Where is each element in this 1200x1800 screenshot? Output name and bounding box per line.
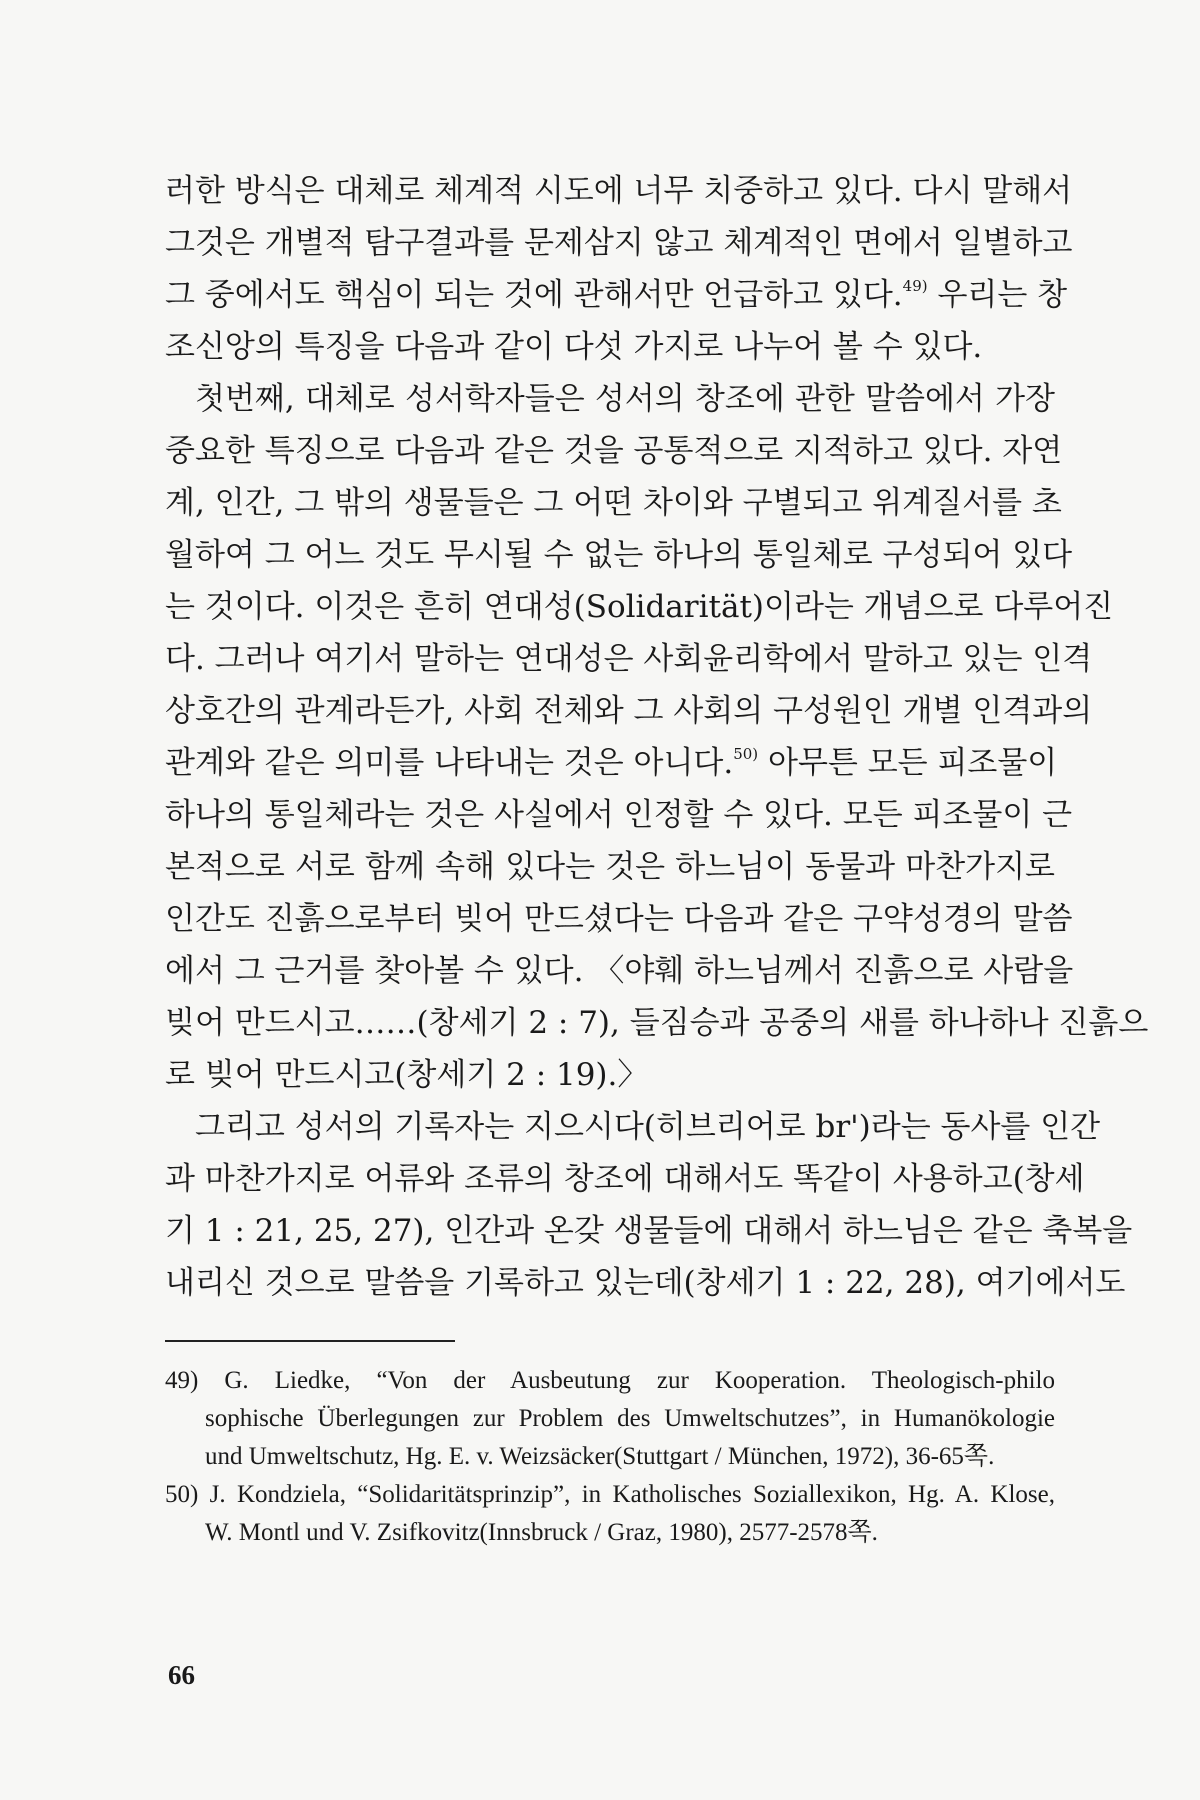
text-line: 러한 방식은 대체로 체계적 시도에 너무 치중하고 있다. 다시 말해서 (165, 173, 1073, 209)
text-line (165, 737, 1058, 789)
text-line: 다. 그러나 여기서 말하는 연대성은 사회윤리학에서 말하고 있는 인격 (165, 641, 1093, 677)
text-line: 하나의 통일체라는 것은 사실에서 인정할 수 있다. 모든 피조물이 근 (165, 797, 1073, 833)
text-line: 과 마찬가지로 어류와 조류의 창조에 대해서도 똑같이 사용하고(창세 (165, 1161, 1085, 1197)
text-line (165, 269, 1068, 321)
text-segment: 아무튼 모든 피조물이 (758, 745, 1058, 781)
text-line: 그리고 성서의 기록자는 지으시다(히브리어로 br')라는 동사를 인간 (195, 1109, 1101, 1145)
footnote-50-line: W. Montl und V. Zsifkovitz(Innsbruck / Graz, 1980), 2577-2578쪽. (205, 1519, 878, 1546)
footnote-divider (165, 1340, 455, 1342)
text-line: 기 1 : 21, 25, 27), 인간과 온갖 생물들에 대해서 하느님은 같은 축복을 (165, 1213, 1133, 1249)
text-line: 인간도 진흙으로부터 빚어 만드셨다는 다음과 같은 구약성경의 말씀 (165, 901, 1073, 937)
text-line: 상호간의 관계라든가, 사회 전체와 그 사회의 구성원인 개별 인격과의 (165, 693, 1093, 729)
page-number: 66 (168, 1660, 195, 1690)
main-text (165, 165, 1149, 1309)
footnote-50-line: 50) J. Kondziela, “Solidaritätsprinzip”, in Katholisches Soziallexikon, Hg. A. Klose, (165, 1481, 1055, 1508)
text-line: 첫번째, 대체로 성서학자들은 성서의 창조에 관한 말씀에서 가장 (195, 381, 1055, 417)
footnote-49-line: sophische Überlegungen zur Problem des Umweltschutzes”, in Humanökologie (205, 1405, 1055, 1432)
footnote-49-line: und Umweltschutz, Hg. E. v. Weizsäcker(Stuttgart / München, 1972), 36-65쪽. (205, 1443, 995, 1470)
text-line: 본적으로 서로 함께 속해 있다는 것은 하느님이 동물과 마찬가지로 (165, 849, 1055, 885)
footnote-ref-50[interactable]: 50) (733, 745, 759, 763)
text-line: 에서 그 근거를 찾아볼 수 있다. 〈야훼 하느님께서 진흙으로 사람을 (165, 953, 1074, 989)
text-line: 조신앙의 특징을 다음과 같이 다섯 가지로 나누어 볼 수 있다. (165, 329, 983, 365)
text-line: 월하여 그 어느 것도 무시될 수 없는 하나의 통일체로 구성되어 있다 (165, 537, 1073, 573)
text-line: 내리신 것으로 말씀을 기록하고 있는데(창세기 1 : 22, 28), 여기에서도 (165, 1265, 1126, 1301)
text-line: 빚어 만드시고……(창세기 2 : 7), 들짐승과 공중의 새를 하나하나 진흙으 (165, 1005, 1149, 1041)
text-line: 는 것이다. 이것은 흔히 연대성(Solidarität)이라는 개념으로 다루어진 (165, 589, 1114, 625)
footnote-ref-49[interactable]: 49) (902, 277, 928, 295)
text-segment: 관계와 같은 의미를 나타내는 것은 아니다. (165, 745, 734, 781)
text-line: 중요한 특징으로 다음과 같은 것을 공통적으로 지적하고 있다. 자연 (165, 433, 1063, 469)
footnote-49-line: 49) G. Liedke, “Von der Ausbeutung zur Kooperation. Theologisch-philo (165, 1367, 1055, 1394)
footnotes (165, 1362, 1055, 1552)
text-segment: 그 중에서도 핵심이 되는 것에 관해서만 언급하고 있다. (165, 277, 903, 313)
text-segment: 우리는 창 (927, 277, 1068, 313)
text-line: 로 빚어 만드시고(창세기 2 : 19).〉 (165, 1057, 649, 1093)
text-line: 그것은 개별적 탐구결과를 문제삼지 않고 체계적인 면에서 일별하고 (165, 225, 1073, 261)
text-line: 계, 인간, 그 밖의 생물들은 그 어떤 차이와 구별되고 위계질서를 초 (165, 485, 1062, 521)
